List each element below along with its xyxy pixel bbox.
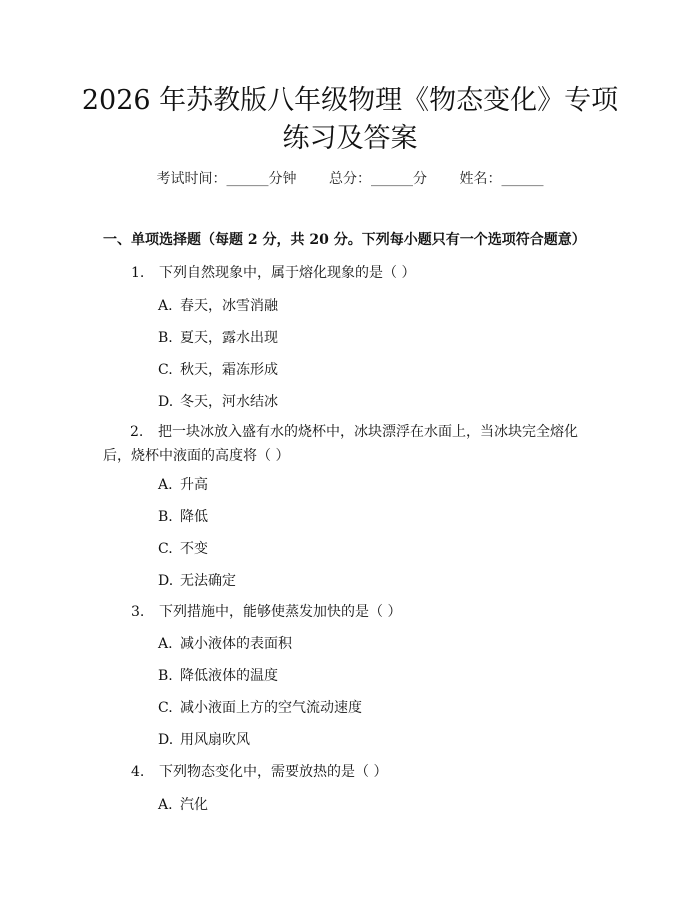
option-3d xyxy=(158,729,250,749)
option-letter: A. xyxy=(158,636,173,652)
question-2 xyxy=(103,420,603,468)
question-text: 下列物态变化中，需要放热的是（ ） xyxy=(159,764,388,780)
option-2b xyxy=(158,506,208,526)
option-text: 秋天，霜冻形成 xyxy=(180,362,278,378)
option-letter: B. xyxy=(158,509,173,525)
option-letter: D. xyxy=(158,732,174,748)
title-line-1: 2026 年苏教版八年级物理《物态变化》专项 xyxy=(81,85,619,116)
option-letter: A. xyxy=(158,797,173,813)
question-1 xyxy=(131,262,415,282)
question-number: 1. xyxy=(131,265,145,281)
option-1d xyxy=(158,391,278,411)
option-2a xyxy=(158,474,208,494)
question-number: 3. xyxy=(131,604,145,620)
option-letter: B. xyxy=(158,668,173,684)
option-1a xyxy=(158,295,278,315)
option-letter: C. xyxy=(158,700,173,716)
title-line-2: 练习及答案 xyxy=(282,123,418,154)
option-text: 无法确定 xyxy=(180,573,236,589)
option-2d xyxy=(158,570,236,590)
total-score-field: 总分：______分 xyxy=(329,171,427,187)
option-text: 春天，冰雪消融 xyxy=(180,298,278,314)
option-letter: C. xyxy=(158,541,173,557)
option-letter: A. xyxy=(158,298,173,314)
option-text: 减小液体的表面积 xyxy=(180,636,292,652)
option-letter: A. xyxy=(158,477,173,493)
option-text: 汽化 xyxy=(180,797,208,813)
option-text: 夏天，露水出现 xyxy=(180,330,278,346)
option-letter: B. xyxy=(158,330,173,346)
question-number: 2. xyxy=(130,424,144,440)
student-name-field: 姓名：______ xyxy=(459,171,544,187)
option-2c xyxy=(158,538,208,558)
option-3c xyxy=(158,697,362,717)
option-text: 降低 xyxy=(180,509,208,525)
question-4 xyxy=(131,761,387,781)
question-text: 下列措施中，能够使蒸发加快的是（ ） xyxy=(159,604,402,620)
option-4a xyxy=(158,794,208,814)
question-text: 下列自然现象中，属于熔化现象的是（ ） xyxy=(159,265,416,281)
option-3a xyxy=(158,633,292,653)
option-text: 不变 xyxy=(180,541,208,557)
option-text: 用风扇吹风 xyxy=(180,732,250,748)
option-text: 减小液面上方的空气流动速度 xyxy=(180,700,362,716)
exam-meta xyxy=(0,168,700,188)
exam-time-field: 考试时间：______分钟 xyxy=(156,171,297,187)
question-number: 4. xyxy=(131,764,145,780)
page-title xyxy=(60,82,640,158)
option-letter: D. xyxy=(158,573,174,589)
option-text: 冬天，河水结冰 xyxy=(180,394,278,410)
option-letter: D. xyxy=(158,394,174,410)
question-3 xyxy=(131,601,401,621)
option-1c xyxy=(158,359,278,379)
question-text: 把一块冰放入盛有水的烧杯中，冰块漂浮在水面上，当冰块完全熔化后，烧杯中液面的高度将（ ） xyxy=(103,424,578,464)
option-3b xyxy=(158,665,278,685)
option-1b xyxy=(158,327,278,347)
option-text: 升高 xyxy=(180,477,208,493)
option-text: 降低液体的温度 xyxy=(180,668,278,684)
section-heading: 一、单项选择题（每题 2 分，共 20 分。下列每小题只有一个选项符合题意） xyxy=(103,232,586,248)
option-letter: C. xyxy=(158,362,173,378)
